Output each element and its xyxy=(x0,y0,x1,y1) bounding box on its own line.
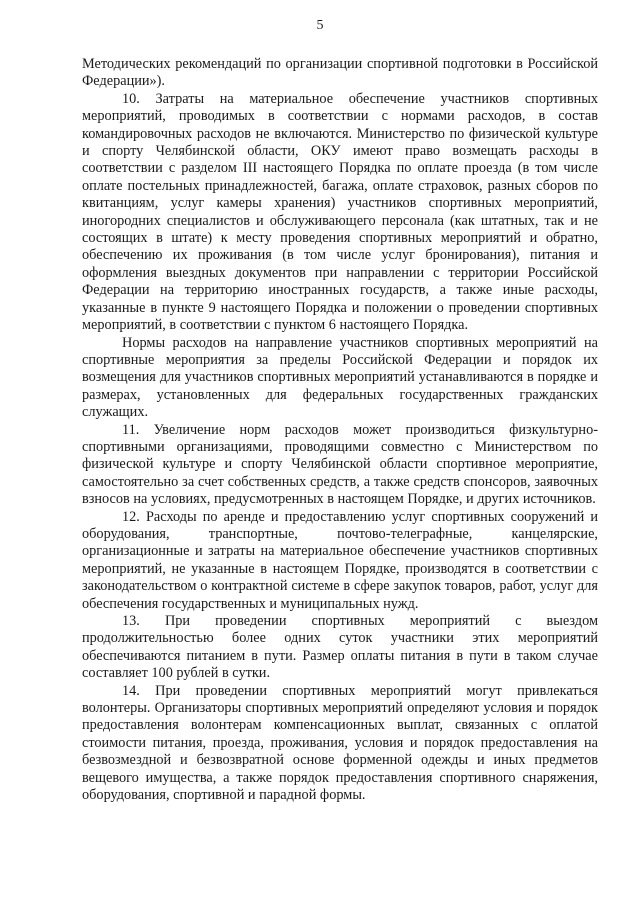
paragraph-item-12: 12. Расходы по аренде и предоставлению услуг спортивных сооружений и оборудования, транспортные, почтово-телеграфные, канцелярские, организационные и затраты на материальное обеспечение участников спортивных мероприятий, не указанные в настоящем Порядке, производятся в соответствии с законодательством о контрактной системе в сфере закупок товаров, работ, услуг для обеспечения государственных и муниципальных нужд. xyxy=(82,508,598,612)
page-number: 5 xyxy=(316,18,324,33)
paragraph-item-11: 11. Увеличение норм расходов может производиться физкультурно-спортивными организациями, проводящими совместно с Министерством по физической культуре и спорту Челябинской области спортивное мероприятие, самостоятельно за счет собственных средств, а также средств спонсоров, заявочных взносов на условиях, предусмотренных в настоящем Порядке, и других источников. xyxy=(82,421,598,508)
paragraph-continuation: Методических рекомендаций по организации спортивной подготовки в Российской Федерации»). xyxy=(82,56,598,90)
paragraph-item-14: 14. При проведении спортивных мероприятий могут привлекаться волонтеры. Организаторы спортивных мероприятий определяют условия и порядок предоставления волонтерам компенсационных выплат, связанных с оплатой стоимости питания, проезда, проживания, условия и порядок предоставления на безвозмездной и безвозвратной основе форменной одежды и иных предметов вещевого имущества, а также порядок предоставления спортивного снаряжения, оборудования, спортивной и парадной формы. xyxy=(82,682,598,804)
paragraph-item-10: 10. Затраты на материальное обеспечение участников спортивных мероприятий, проводимых в соответствии с нормами расходов, в состав командировочных расходов не включаются. Министерство по физической культуре и спорту Челябинской области, ОКУ имеют право возмещать расходы в соответствии с разделом III настоящего Порядка по оплате проезда (в том числе оплате постельных принадлежностей, багажа, оплате страховок, разных сборов по квитанциям, услуг камеры хранения) участников спортивных мероприятий, иногородних специалистов и обслуживающего персонала (как штатных, так и не состоящих в штате) к месту проведения спортивных мероприятий и обратно, обеспечению их проживания (в том числе услуг бронирования), питания и оформления выездных документов при направлении с территории Российской Федерации на территорию иностранных государств, а также иные расходы, указанные в пункте 9 настоящего Порядка и положении о проведении спортивных мероприятий, в соответствии с пунктом 6 настоящего Порядка. xyxy=(82,90,598,334)
document-body xyxy=(82,56,598,804)
paragraph-item-13: 13. При проведении спортивных мероприятий с выездом продолжительностью более одних суток участники этих мероприятий обеспечиваются питанием в пути. Размер оплаты питания в пути в таком случае составляет 100 рублей в сутки. xyxy=(82,613,598,682)
paragraph-expense-norms: Нормы расходов на направление участников спортивных мероприятий на спортивные мероприятия за пределы Российской Федерации и порядок их возмещения для участников спортивных мероприятий устанавливаются в порядке и размерах, установленных для федеральных государственных гражданских служащих. xyxy=(82,334,598,421)
